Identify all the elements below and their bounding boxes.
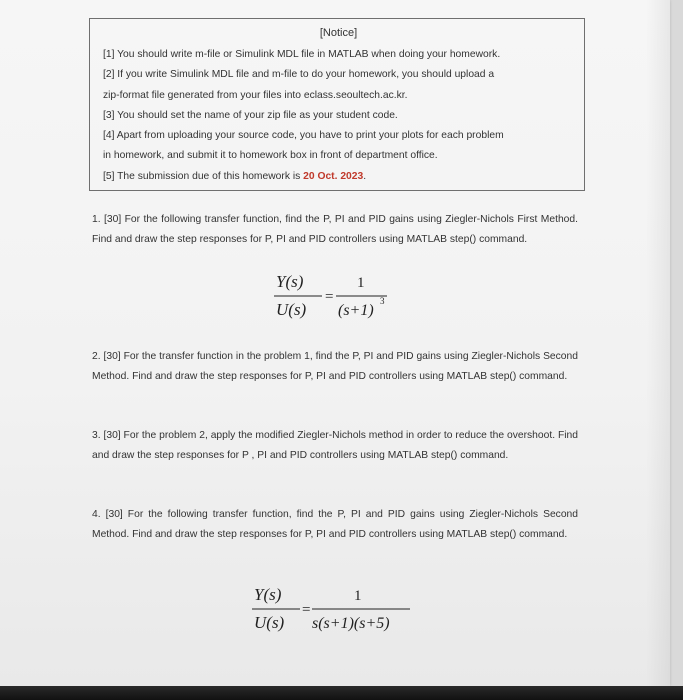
page-shadow bbox=[646, 0, 670, 686]
problem-1 bbox=[92, 210, 578, 250]
notice-title: [Notice] bbox=[319, 27, 358, 39]
eq2-denominator-right: s(s+1)(s+5) bbox=[312, 615, 390, 632]
notice-item-4: [4] Apart from uploading your source code, you have to print your plots for each problem bbox=[103, 130, 504, 142]
notice-item-5 bbox=[103, 167, 574, 187]
eq1-denominator-left: U(s) bbox=[276, 300, 307, 319]
notice-item-2-cont: zip-format file generated from your files into eclass.seoultech.ac.kr. bbox=[103, 89, 408, 101]
due-date: 20 Oct. 2023 bbox=[303, 170, 364, 182]
eq2-numerator-right: 1 bbox=[354, 588, 362, 604]
desk-edge bbox=[0, 686, 683, 700]
notice-item-2: [2] If you write Simulink MDL file and m-file to do your homework, you should upload a bbox=[103, 69, 495, 81]
notice-item-5-text: [5] The submission due of this homework is bbox=[103, 170, 304, 182]
eq2-numerator-left: Y(s) bbox=[254, 585, 282, 604]
transfer-function-1 bbox=[270, 268, 400, 328]
problem-1-text: 1. [30] For the following transfer function, find the P, PI and PID gains using Ziegler-Nichols First Method. Find and draw the step responses for P, PI and PID controllers using MATLAB step() command. bbox=[92, 214, 578, 245]
problem-2 bbox=[92, 347, 578, 387]
notice-box bbox=[89, 18, 585, 191]
notice-item-4-cont: in homework, and submit it to homework box in front of department office. bbox=[103, 150, 438, 162]
problem-4-text: 4. [30] For the following transfer function, find the P, PI and PID gains using Ziegler-Nichols Second Method. Find and draw the step responses for P, PI and PID controllers using MATLAB step() command. bbox=[92, 509, 578, 540]
problem-3-text: 3. [30] For the problem 2, apply the modified Ziegler-Nichols method in order to reduce the overshoot. Find and draw the step responses for P , PI and PID controllers using MATLAB step() command. bbox=[92, 430, 578, 461]
notice-item-3: [3] You should set the name of your zip file as your student code. bbox=[103, 109, 398, 121]
problem-3 bbox=[92, 426, 578, 466]
eq2-denominator-left: U(s) bbox=[254, 613, 285, 632]
eq2-equals: = bbox=[302, 602, 311, 618]
eq1-numerator-left: Y(s) bbox=[276, 272, 304, 291]
due-date-suffix: . bbox=[363, 170, 367, 182]
eq1-numerator-right: 1 bbox=[357, 275, 365, 291]
eq1-equals: = bbox=[325, 289, 334, 305]
problem-4 bbox=[92, 505, 578, 545]
eq1-denominator-right: (s+1) bbox=[338, 302, 374, 319]
problem-2-text: 2. [30] For the transfer function in the problem 1, find the P, PI and PID gains using Ziegler-Nichols Second Method. Find and draw the step responses for P, PI and PID controllers using MATLAB step() command. bbox=[92, 351, 578, 382]
transfer-function-2 bbox=[248, 582, 418, 638]
eq1-exponent: 3 bbox=[380, 296, 385, 306]
notice-item-1: [1] You should write m-file or Simulink MDL file in MATLAB when doing your homework. bbox=[103, 49, 501, 60]
